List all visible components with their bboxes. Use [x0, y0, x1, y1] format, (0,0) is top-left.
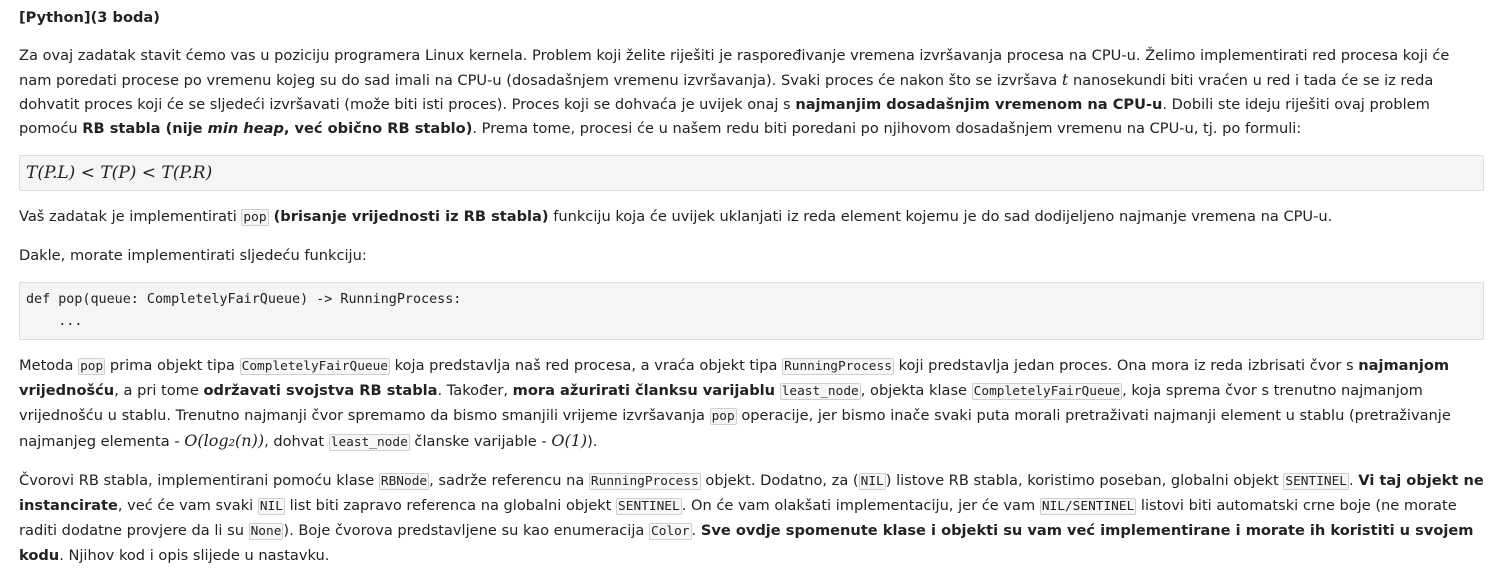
bold-text: (brisanje vrijednosti iz RB stabla) [268, 208, 549, 225]
text: koja predstavlja naš red procesa, a vraća objekt tipa [390, 357, 783, 374]
inline-code: NIL/SENTINEL [1041, 499, 1135, 514]
bold-text: najmanjom vrijednošću [19, 357, 1450, 399]
paragraph-nodes [19, 469, 1484, 568]
inline-code: RBNode [380, 474, 428, 489]
text: , dohvat [264, 433, 329, 450]
inline-code: NIL [860, 474, 884, 489]
math-complexity: O(1) [551, 431, 588, 450]
text: , a pri tome [114, 382, 204, 399]
text: operacije, jer bismo inače svaki puta morali pretraživati najmanji element u stablu (pretraživanje najmanjeg elementa - [19, 407, 1451, 450]
inline-code: SENTINEL [1285, 474, 1347, 489]
text: ). Boje čvorova predstavljene su kao enumeracija [283, 522, 649, 539]
text: . [691, 522, 701, 539]
code-block [19, 282, 1484, 340]
inline-code: CompletelyFairQueue [241, 359, 389, 374]
text: funkciju koja će uvijek uklanjati iz reda element kojemu je do sad dodijeljeno najmanje vremena na CPU-u. [548, 208, 1333, 225]
text: , već će vam svaki [117, 497, 258, 514]
inline-code: CompletelyFairQueue [973, 384, 1121, 399]
text: . Dobili ste ideju riješiti ovaj problem pomoću [19, 96, 1430, 137]
inline-code: pop [711, 409, 735, 424]
text: list biti zapravo referenca na globalni objekt [284, 497, 617, 514]
text: ) listove RB stabla, koristimo poseban, globalni objekt [885, 472, 1284, 489]
text: koji predstavlja jedan proces. Ona mora iz reda izbrisati čvor s [893, 357, 1359, 374]
text: Za ovaj zadatak stavit ćemo vas u poziciju programera Linux kernela. Problem koji želite riješiti je raspoređivanje vremena izvršavanja procesa na CPU-u. Želimo implementirati red procesa koji će nam poredati procese po vremenu kojeg su do sad imali na CPU-u (dosadašnjem vremenu izvršavanja). Svaki proces će nakon što se izvršava [19, 47, 1450, 89]
text: , sadrže referencu na [429, 472, 589, 489]
text: Vaš zadatak je implementirati [19, 208, 242, 225]
text: članske varijable - [409, 433, 552, 450]
bold-text: najmanjim dosadašnjim vremenom na CPU-u [795, 96, 1163, 113]
text: . Također, [437, 382, 513, 399]
inline-code: pop [243, 210, 267, 225]
text: RB stabla (nije [82, 120, 208, 137]
text: . Njihov kod i opis slijede u nastavku. [59, 547, 330, 564]
text [775, 382, 780, 399]
text: , objekta klase [860, 382, 972, 399]
bold-text: održavati svojstva RB stabla [203, 382, 438, 399]
inline-code: least_node [781, 384, 859, 399]
inline-code: RunningProcess [590, 474, 699, 489]
math-complexity: O(log₂(n)) [184, 431, 265, 450]
text: objekt. Dodatno, za ( [700, 472, 859, 489]
inline-code: NIL [259, 499, 283, 514]
formula-block: T(P.L) < T(P) < T(P.R) [19, 155, 1484, 191]
bold-text [82, 120, 472, 137]
paragraph-method [19, 354, 1484, 455]
paragraph-task [19, 205, 1484, 230]
text: ). [587, 433, 598, 450]
text: , koja sprema čvor s trenutno najmanjom vrijednošću u stablu. Trenutno najmanji čvor spremamo da bismo smanjili vrijeme izvršavanja [19, 382, 1423, 424]
text: Čvorovi RB stabla, implementirani pomoću klase [19, 472, 379, 489]
inline-code: SENTINEL [618, 499, 680, 514]
paragraph-function-intro: Dakle, morate implementirati sljedeću funkciju: [19, 247, 367, 264]
inline-code: least_node [330, 435, 408, 450]
bold-text: mora ažurirati članksu varijablu [512, 382, 776, 399]
inline-code: None [250, 524, 282, 539]
bold-text: Sve ovdje spomenute klase i objekti su vam već implementirane i morate ih koristiti u svojem kodu [19, 522, 1474, 564]
bold-text: Vi taj objekt ne instancirate [19, 472, 1484, 514]
text: . On će vam olakšati implementaciju, jer će vam [681, 497, 1040, 514]
inline-code: Color [651, 524, 690, 539]
text: listovi biti automatski crne boje (ne morate raditi dodatne provjere da li su [19, 497, 1457, 539]
inline-code: RunningProcess [784, 359, 892, 374]
code-line: def pop(queue: CompletelyFairQueue) -> RunningProcess: [26, 292, 462, 307]
inline-code: pop [80, 359, 104, 374]
text: . Prema tome, procesi će u našem redu biti poredani po njihovom dosadašnjem vremenu na CPU-u, tj. po formuli: [472, 120, 1302, 137]
text: Metoda [19, 357, 79, 374]
text: , već obično RB stablo) [283, 120, 473, 137]
problem-heading: [Python](3 boda) [19, 9, 160, 26]
text: nanosekundi biti vraćen u red i tada će se iz reda dohvatit proces koji će se sljedeći izvršavati (može biti isti proces). Proces koji se dohvaća je uvijek onaj s [19, 72, 1434, 113]
paragraph-intro [19, 44, 1484, 141]
math-t: t [1061, 70, 1069, 89]
italic-text: min heap [207, 120, 284, 137]
text: . [1349, 472, 1359, 489]
text: prima objekt tipa [105, 357, 240, 374]
code-line: ... [26, 314, 83, 329]
